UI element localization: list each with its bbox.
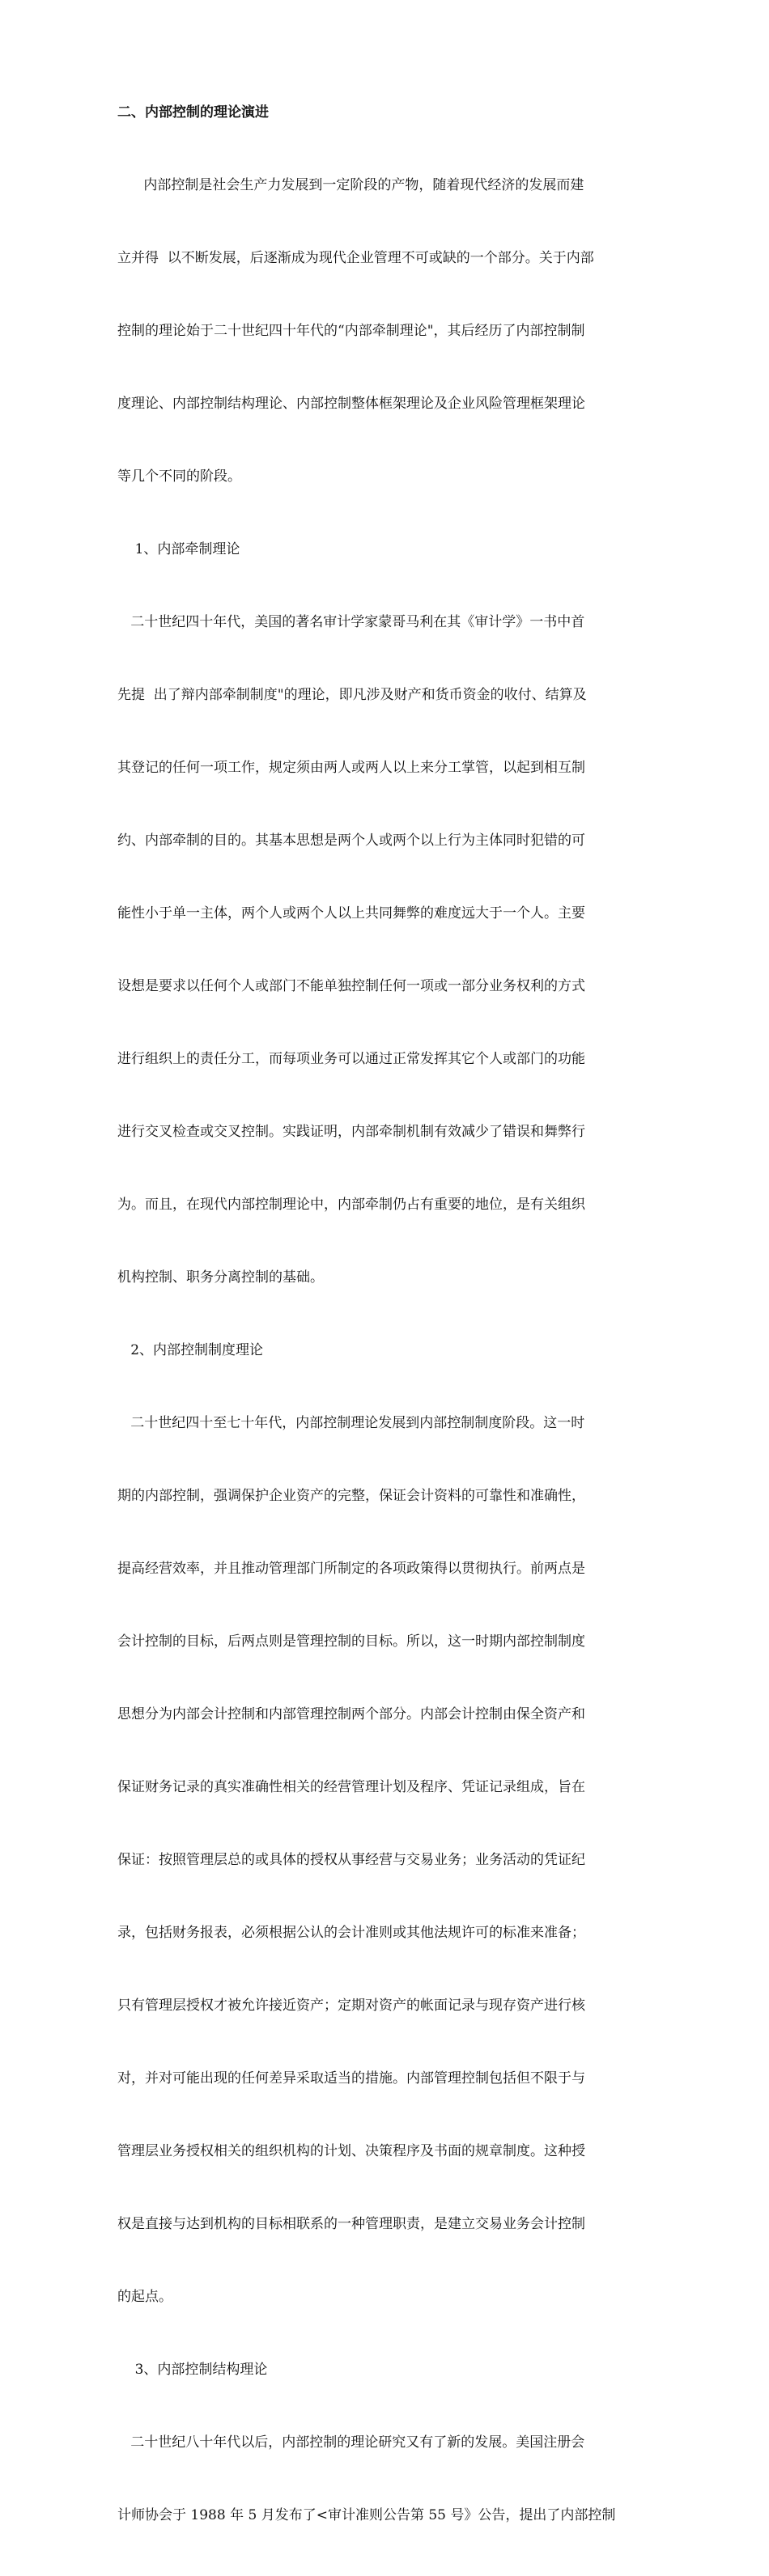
- paragraph-line: 机构控制、职务分离控制的基础。: [117, 1269, 324, 1286]
- paragraph-line: 二十世纪八十年代以后，内部控制的理论研究又有了新的发展。美国注册会: [117, 2434, 585, 2451]
- subsection-2-paragraph: [117, 1362, 656, 2358]
- paragraph-line: 思想分为内部会计控制和内部管理控制两个部分。内部会计控制由保全资产和: [117, 1706, 585, 1722]
- subsection-title-3: 3、内部控制结构理论: [117, 2362, 268, 2378]
- paragraph-line: 立并得 以不断发展，后逐渐成为现代企业管理不可或缺的一个部分。关于内部: [117, 250, 594, 266]
- paragraph-line: 管理层业务授权相关的组织机构的计划、决策程序及书面的规章制度。这种授: [117, 2143, 585, 2159]
- paragraph-line: 进行交叉检查或交叉控制。实践证明，内部牵制机制有效减少了错误和舞弊行: [117, 1124, 585, 1140]
- paragraph-line: 的起点。: [117, 2289, 172, 2305]
- subsection-1-paragraph: [117, 561, 656, 1338]
- paragraph-line: 能性小于单一主体，两个人或两个人以上共同舞弊的难度远大于一个人。主要: [117, 905, 585, 922]
- paragraph-line: 控制的理论始于二十世纪四十年代的“内部牵制理论"，其后经历了内部控制制: [117, 323, 585, 339]
- paragraph-line: 会计控制的目标，后两点则是管理控制的目标。所以，这一时期内部控制制度: [117, 1633, 585, 1650]
- paragraph-line: 保证：按照管理层总的或具体的授权从事经营与交易业务；业务活动的凭证纪: [117, 1852, 585, 1868]
- paragraph-line: 计师协会于 1988 年 5 月发布了<审计准则公告第 55 号》公告，提出了内部控制: [117, 2507, 616, 2523]
- document-body: [117, 100, 656, 2576]
- paragraph-line: 录，包括财务报表，必须根据公认的会计准则或其他法规许可的标准来准备；: [117, 1925, 585, 1941]
- paragraph-line: 设想是要求以任何个人或部门不能单独控制任何一项或一部分业务权利的方式: [117, 978, 585, 994]
- paragraph-line: 二十世纪四十至七十年代，内部控制理论发展到内部控制制度阶段。这一时: [117, 1415, 585, 1431]
- paragraph-line: 期的内部控制，强调保护企业资产的完整，保证会计资料的可靠性和准确性，: [117, 1488, 585, 1504]
- paragraph-line: 提高经营效率，并且推动管理部门所制定的各项政策得以贯彻执行。前两点是: [117, 1561, 585, 1577]
- paragraph-line: 约、内部牵制的目的。其基本思想是两个人或两个以上行为主体同时犯错的可: [117, 833, 585, 849]
- paragraph-line: 其登记的任何一项工作，规定须由两人或两人以上来分工掌管，以起到相互制: [117, 760, 585, 776]
- paragraph-line: 保证财务记录的真实准确性相关的经营管理计划及程序、凭证记录组成，旨在: [117, 1779, 585, 1795]
- paragraph-line: 等几个不同的阶段。: [117, 468, 241, 485]
- paragraph-line: 度理论、内部控制结构理论、内部控制整体框架理论及企业风险管理框架理论: [117, 396, 585, 412]
- subsection-title-1: 1、内部牵制理论: [117, 541, 240, 557]
- paragraph-line: 为。而且，在现代内部控制理论中，内部牵制仍占有重要的地位，是有关组织: [117, 1197, 585, 1213]
- paragraph-line: 先提 出了辩内部牵制制度"的理论，即凡涉及财产和货币资金的收付、结算及: [117, 687, 587, 703]
- paragraph-line: 只有管理层授权才被允许接近资产；定期对资产的帐面记录与现存资产进行核: [117, 1998, 585, 2014]
- subsection-3-paragraph: [117, 2382, 656, 2576]
- paragraph-line: 对，并对可能出现的任何差异采取适当的措施。内部管理控制包括但不限于与: [117, 2070, 585, 2087]
- paragraph-line: 内部控制是社会生产力发展到一定阶段的产物，随着现代经济的发展而建: [117, 177, 584, 193]
- intro-paragraph: [117, 125, 656, 537]
- subsection-title-2: 2、内部控制制度理论: [117, 1342, 264, 1358]
- paragraph-line: 二十世纪四十年代，美国的著名审计学家蒙哥马利在其《审计学》一书中首: [117, 614, 585, 630]
- paragraph-line: 权是直接与达到机构的目标相联系的一种管理职责，是建立交易业务会计控制: [117, 2216, 585, 2232]
- section-title: 二、内部控制的理论演进: [117, 104, 269, 121]
- paragraph-line: 进行组织上的责任分工，而每项业务可以通过正常发挥其它个人或部门的功能: [117, 1051, 585, 1067]
